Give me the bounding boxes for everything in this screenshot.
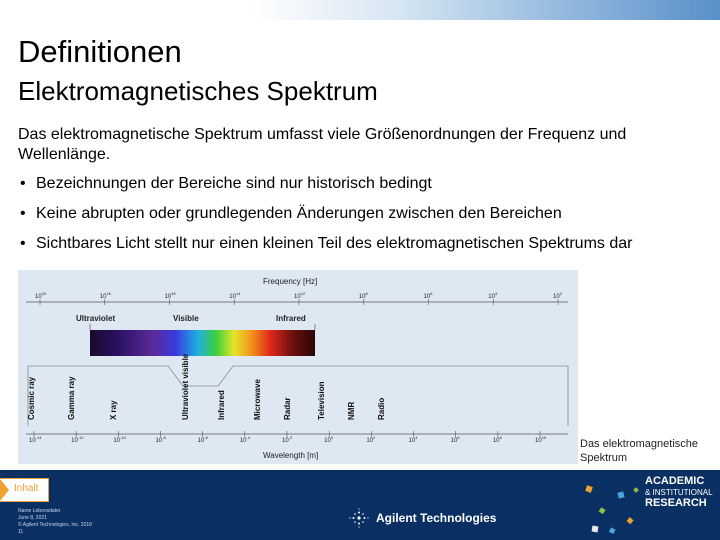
- confetti-decoration: [580, 478, 650, 540]
- wavelength-tick-label: $10^{-2}$: [282, 435, 293, 444]
- inhalt-nav-label: Inhalt: [14, 483, 39, 494]
- region-label: Ultraviolet visible: [181, 353, 190, 420]
- frequency-tick-label: $10^{14}$: [229, 291, 241, 300]
- region-label: Television: [317, 381, 326, 420]
- region-label: Cosmic ray: [27, 376, 36, 420]
- region-label: Gamma ray: [67, 376, 76, 420]
- wavelength-tick-label: $10^4$: [408, 435, 418, 444]
- frequency-tick-label: $10^{20}$: [35, 291, 47, 300]
- wavelength-axis-label: Wavelength [m]: [263, 451, 319, 460]
- footer-meta: Name Lebensdatei June 8, 2021 © Agilent Technologies, Inc. 2018 11: [18, 508, 92, 535]
- bullet-list: [18, 174, 678, 264]
- frequency-tick-label: $10^{16}$: [99, 291, 111, 300]
- wavelength-tick-label: $10^{10}$: [535, 435, 547, 444]
- wavelength-tick-label: $10^{-8}$: [155, 435, 166, 444]
- agilent-spark-icon: [348, 507, 370, 529]
- band-label-infrared: Infrared: [276, 314, 306, 323]
- region-label: Radio: [377, 397, 386, 420]
- bullet-item: • Bezeichnungen der Bereiche sind nur historisch bedingt: [20, 175, 432, 192]
- intro-text: Das elektromagnetische Spektrum umfasst viele Größenordnungen der Frequenz und Wellenlänge.: [18, 126, 627, 163]
- figure-caption: Das elektromagnetische Spektrum: [580, 438, 699, 464]
- spectrum-figure: [18, 270, 578, 464]
- top-gradient-bar: [0, 0, 720, 20]
- band-label-ultraviolet: Ultraviolet: [76, 314, 116, 323]
- frequency-tick-label: $10^{12}$: [294, 291, 306, 300]
- academic-research-logo: ACADEMIC & INSTITUTIONAL RESEARCH: [645, 475, 713, 509]
- wavelength-tick-label: $10^{-6}$: [197, 435, 208, 444]
- wavelength-tick-label: $10^6$: [450, 435, 460, 444]
- wavelength-tick-label: $10^{-4}$: [239, 435, 251, 444]
- frequency-tick-label: $10^6$: [423, 291, 433, 300]
- region-label: X ray: [109, 400, 118, 420]
- inhalt-nav-button[interactable]: [0, 478, 49, 502]
- frequency-axis-label: Frequency [Hz]: [263, 277, 318, 286]
- wavelength-tick-label: $10^2$: [366, 435, 376, 444]
- slide-title: Definitionen: [18, 34, 182, 69]
- visible-spectrum-bar: [90, 330, 315, 356]
- region-label: Radar: [283, 397, 292, 420]
- bullet-dot-icon: •: [20, 235, 26, 252]
- agilent-brand-text: Agilent Technologies: [376, 511, 497, 525]
- wavelength-tick-label: $10^{-14}$: [29, 435, 42, 444]
- frequency-tick-label: $10^8$: [358, 291, 368, 300]
- slide-subtitle: Elektromagnetisches Spektrum: [18, 76, 378, 106]
- region-label: NMR: [347, 401, 356, 420]
- region-label: Infrared: [217, 390, 226, 420]
- wavelength-tick-label: $10^0$: [324, 435, 334, 444]
- bullet-item: • Keine abrupten oder grundlegenden Änderungen zwischen den Bereichen: [20, 205, 562, 222]
- bullet-dot-icon: •: [20, 205, 26, 222]
- bullet-item: • Sichtbares Licht stellt nur einen kleinen Teil des elektromagnetischen Spektrums dar: [20, 235, 633, 252]
- wavelength-tick-label: $10^8$: [492, 435, 502, 444]
- region-label: Microwave: [253, 379, 262, 420]
- band-label-visible: Visible: [173, 314, 199, 323]
- chevron-right-icon: [0, 479, 9, 501]
- agilent-logo: [348, 508, 496, 528]
- wavelength-tick-label: $10^{-10}$: [113, 435, 126, 444]
- frequency-tick-label: $10^2$: [553, 291, 562, 300]
- bullet-dot-icon: •: [20, 175, 26, 192]
- wavelength-tick-label: $10^{-12}$: [71, 435, 84, 444]
- frequency-tick-label: $10^{15}$: [164, 291, 176, 300]
- frequency-tick-label: $10^4$: [488, 291, 498, 300]
